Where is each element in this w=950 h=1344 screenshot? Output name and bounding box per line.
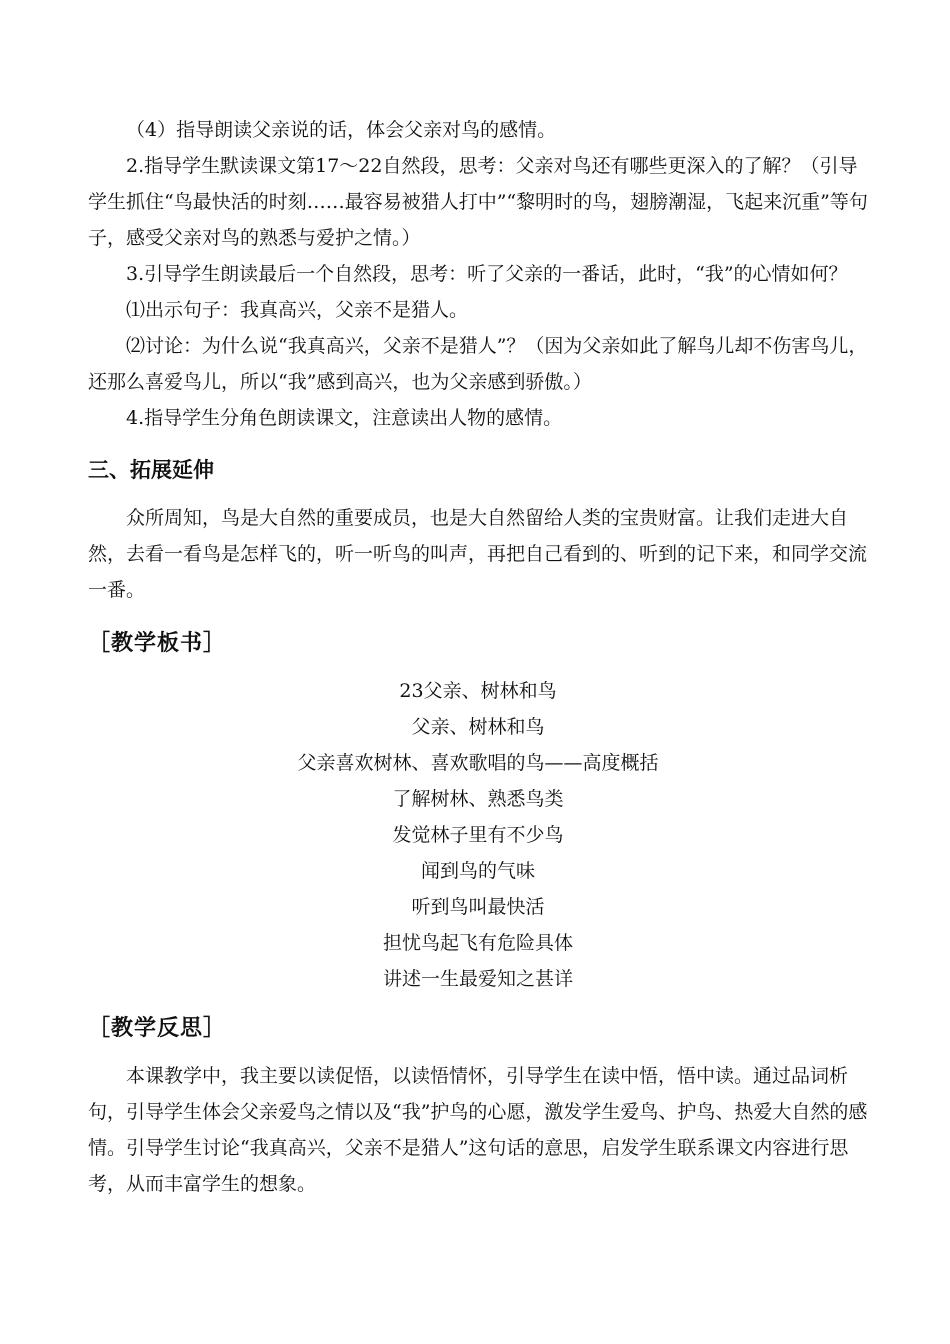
board-line: 担忧鸟起飞有危险具体 (382, 932, 573, 954)
paragraph-discussion: ⑵讨论：为什么说“我真高兴，父亲不是猎人”？（因为父亲如此了解鸟儿却不伤害鸟儿，还那么喜爱鸟儿，所以“我”感到高兴，也为父亲感到骄傲。） (88, 335, 868, 393)
board-line: 父亲、树林和鸟 (411, 716, 545, 738)
paragraph-guide-reading: （4）指导朗读父亲说的话，体会父亲对鸟的感情。 (126, 119, 557, 141)
paragraph-role-reading: 4.指导学生分角色朗读课文，注意读出人物的感情。 (126, 407, 563, 429)
board-line: 23父亲、树林和鸟 (399, 680, 557, 702)
board-line: 了解树林、熟悉鸟类 (392, 788, 564, 810)
board-line: 父亲喜欢树林、喜欢歌唱的鸟——高度概括 (297, 752, 659, 774)
paragraph-show-sentence: ⑴出示句子：我真高兴，父亲不是猎人。 (126, 299, 469, 321)
board-line: 闻到鸟的气味 (420, 860, 535, 882)
section-heading-reflection: ［教学反思］ (88, 1016, 227, 1041)
paragraph-silent-reading: 2.指导学生默读课文第17～22自然段，思考：父亲对鸟还有哪些更深入的了解？（引导学生抓住“鸟最快活的时刻……最容易被猎人打中”“黎明时的鸟，翅膀潮湿，飞起来沉重”等句子，感受父亲对鸟的熟悉与爱护之情。） (88, 155, 868, 249)
board-line: 发觉林子里有不少鸟 (392, 824, 564, 846)
paragraph-extension: 众所周知，鸟是大自然的重要成员，也是大自然留给人类的宝贵财富。让我们走进大自然，去看一看鸟是怎样飞的，听一听鸟的叫声，再把自己看到的、听到的记下来，和同学交流一番。 (88, 507, 868, 601)
paragraph-reflection: 本课教学中，我主要以读促悟，以读悟情怀，引导学生在读中悟，悟中读。通过品词析句，引导学生体会父亲爱鸟之情以及“我”护鸟的心愿，激发学生爱鸟、护鸟、热爱大自然的感情。引导学生讨论“我真高兴，父亲不是猎人”这句话的意思，启发学生联系课文内容进行思考，从而丰富学生的想象。 (88, 1065, 868, 1195)
board-line: 讲述一生最爱知之甚详 (382, 968, 573, 990)
section-heading-extension: 三、拓展延伸 (88, 458, 214, 482)
board-lines (88, 673, 868, 997)
paragraph-last-section: 3.引导学生朗读最后一个自然段，思考：听了父亲的一番话，此时，“我”的心情如何？ (126, 263, 848, 285)
section-heading-board: ［教学板书］ (88, 631, 227, 656)
board-line: 听到鸟叫最快活 (411, 896, 545, 918)
